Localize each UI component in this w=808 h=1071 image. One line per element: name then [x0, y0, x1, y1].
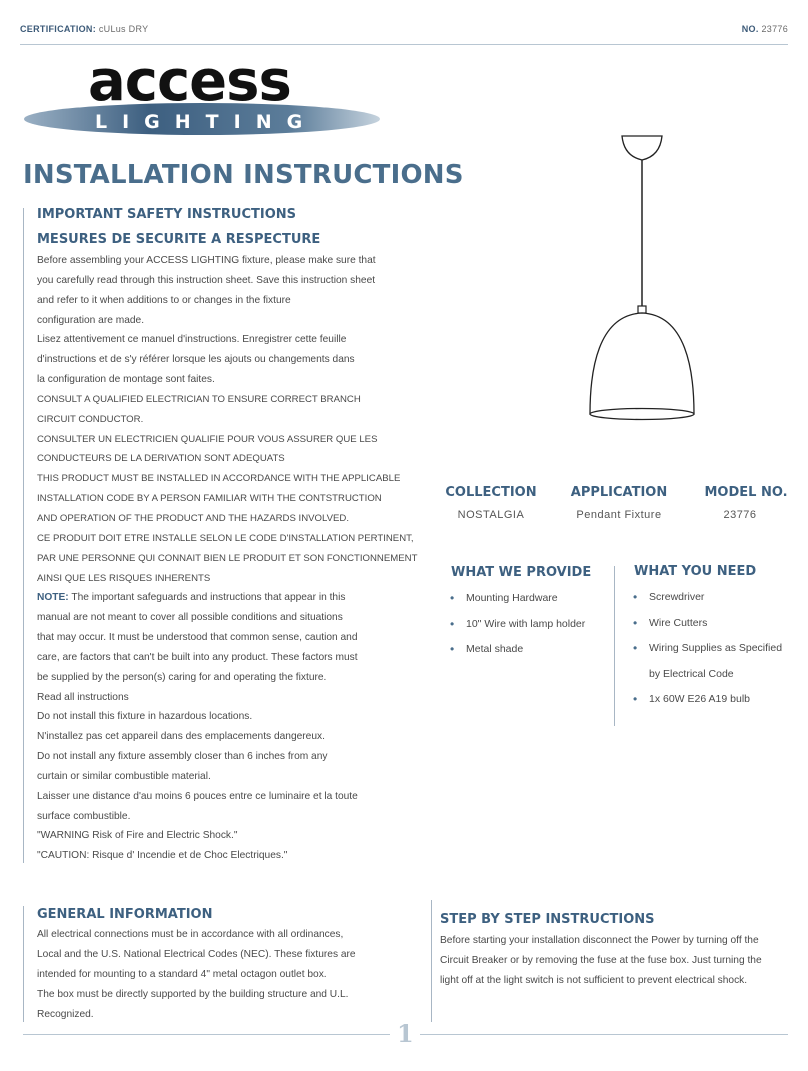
safety-line: PAR UNE PERSONNE QUI CONNAIT BIEN LE PRODUIT ET SON FONCTIONNEMENT	[37, 552, 418, 564]
safety-line: d'instructions et de s'y référer lorsque les ajouts ou changements dans	[37, 354, 355, 366]
need-heading: WHAT YOU NEED	[634, 564, 757, 579]
certification-value: cULus DRY	[98, 24, 149, 34]
list-item-text: • Wiring Supplies as Specified	[649, 642, 783, 654]
safety-line: la configuration de montage sont faites.	[37, 374, 215, 386]
header-rule	[20, 44, 788, 45]
provide-need-divider	[614, 566, 615, 726]
note-text: The important safeguards and instructions that appear in this	[68, 592, 346, 604]
need-list	[633, 585, 803, 713]
safety-line: N'installez pas cet appareil dans des emplacements dangereux.	[37, 731, 325, 743]
safety-line: Lisez attentivement ce manuel d'instructions. Enregistrer cette feuille	[37, 334, 347, 346]
safety-text	[37, 251, 422, 866]
general-heading: GENERAL INFORMATION	[37, 907, 213, 922]
model-value: 23776	[723, 509, 757, 521]
safety-line: AINSI QUE LES RISQUES INHERENTS	[37, 572, 211, 584]
model-label: MODEL NO.	[704, 485, 788, 500]
steps-line: light off at the light switch is not sufficient to prevent electrical shock.	[440, 974, 748, 986]
provide-heading: WHAT WE PROVIDE	[451, 565, 592, 580]
safety-line: manual are not meant to cover all possible conditions and situations	[37, 612, 343, 624]
steps-text	[440, 931, 800, 991]
application-value: Pendant Fixture	[576, 509, 662, 521]
safety-line: "WARNING Risk of Fire and Electric Shock."	[37, 830, 238, 842]
safety-line: CE PRODUIT DOIT ETRE INSTALLE SELON LE CODE D'INSTALLATION PERTINENT,	[37, 532, 414, 544]
collection-label: COLLECTION	[445, 485, 537, 500]
safety-line: that may occur. It must be understood that common sense, caution and	[37, 632, 358, 644]
safety-line: Laisser une distance d'au moins 6 pouces entre ce luminaire et la toute	[37, 790, 358, 802]
note-label: NOTE:	[37, 592, 69, 604]
general-text	[37, 925, 422, 1024]
list-item	[633, 636, 803, 687]
certification	[20, 24, 148, 34]
list-item: • Metal shade	[450, 637, 610, 663]
safety-line: and refer to it when additions to or changes in the fixture	[37, 294, 291, 306]
footer-rule-left	[23, 1034, 390, 1035]
number-value: 23776	[761, 24, 788, 34]
logo-subtitle: LIGHTING	[95, 111, 318, 133]
general-line: All electrical connections must be in accordance with all ordinances,	[37, 929, 344, 940]
safety-line: configuration are made.	[37, 314, 145, 326]
safety-line: "CAUTION: Risque d' Incendie et de Choc Electriques."	[37, 850, 288, 862]
steps-line: Circuit Breaker or by removing the fuse at the fuse box. Just turning the	[440, 954, 762, 966]
application-label: APPLICATION	[570, 485, 668, 500]
list-item: • 10" Wire with lamp holder	[450, 612, 610, 638]
safety-line: CONDUCTEURS DE LA DERIVATION SONT ADEQUATS	[37, 453, 285, 465]
page-title: INSTALLATION INSTRUCTIONS	[23, 160, 464, 190]
safety-line: care, are factors that can't be built into any product. These factors must	[37, 651, 358, 663]
steps-line: Before starting your installation disconnect the Power by turning off the	[440, 935, 759, 946]
safety-line: CIRCUIT CONDUCTOR.	[37, 413, 144, 425]
safety-line: you carefully read through this instruction sheet. Save this instruction sheet	[37, 274, 376, 286]
general-divider	[23, 906, 24, 1022]
general-line: Recognized.	[37, 1008, 94, 1020]
steps-heading: STEP BY STEP INSTRUCTIONS	[440, 912, 655, 927]
general-line: The box must be directly supported by the building structure and U.L.	[37, 988, 349, 1000]
logo-wordmark: access	[88, 49, 291, 114]
list-item: • Mounting Hardware	[450, 586, 610, 612]
safety-heading-en: IMPORTANT SAFETY INSTRUCTIONS	[37, 207, 297, 222]
page-number: 1	[397, 1019, 414, 1048]
collection-value: NOSTALGIA	[457, 509, 525, 521]
provide-list	[450, 586, 610, 663]
safety-line: INSTALLATION CODE BY A PERSON FAMILIAR WITH THE CONTSTRUCTION	[37, 493, 382, 505]
safety-line: curtain or similar combustible material.	[37, 770, 211, 782]
safety-line: AND OPERATION OF THE PRODUCT AND THE HAZARDS INVOLVED.	[37, 512, 350, 524]
safety-line: Read all instructions	[37, 691, 129, 703]
list-item-text-cont: by Electrical Code	[649, 667, 734, 680]
list-item: • 1x 60W E26 A19 bulb	[633, 687, 803, 713]
safety-line: surface combustible.	[37, 810, 131, 822]
certification-label: CERTIFICATION:	[20, 24, 97, 34]
general-line: Local and the U.S. National Electrical Codes (NEC). These fixtures are	[37, 948, 356, 960]
general-line: intended for mounting to a standard 4" metal octagon outlet box.	[37, 968, 327, 980]
safety-line: be supplied by the person(s) caring for and operating the fixture.	[37, 671, 327, 683]
note-line	[37, 588, 422, 608]
product-number	[742, 24, 788, 34]
safety-heading-fr: MESURES DE SECURITE A RESPECTURE	[37, 232, 321, 247]
safety-divider	[23, 208, 24, 863]
safety-line: Do not install any fixture assembly closer than 6 inches from any	[37, 751, 328, 763]
steps-divider	[431, 900, 432, 1022]
safety-line: THIS PRODUCT MUST BE INSTALLED IN ACCORDANCE WITH THE APPLICABLE	[37, 473, 401, 485]
safety-line: CONSULTER UN ELECTRICIEN QUALIFIE POUR VOUS ASSURER QUE LES	[37, 433, 378, 445]
list-item: • Wire Cutters	[633, 611, 803, 637]
safety-line: Before assembling your ACCESS LIGHTING fixture, please make sure that	[37, 255, 376, 266]
safety-line: CONSULT A QUALIFIED ELECTRICIAN TO ENSURE CORRECT BRANCH	[37, 393, 361, 405]
safety-line: Do not install this fixture in hazardous locations.	[37, 711, 253, 723]
number-label: NO.	[741, 24, 759, 34]
footer-rule-right	[420, 1034, 788, 1035]
list-item: • Screwdriver	[633, 585, 803, 611]
pendant-fixture-illustration	[580, 130, 700, 435]
